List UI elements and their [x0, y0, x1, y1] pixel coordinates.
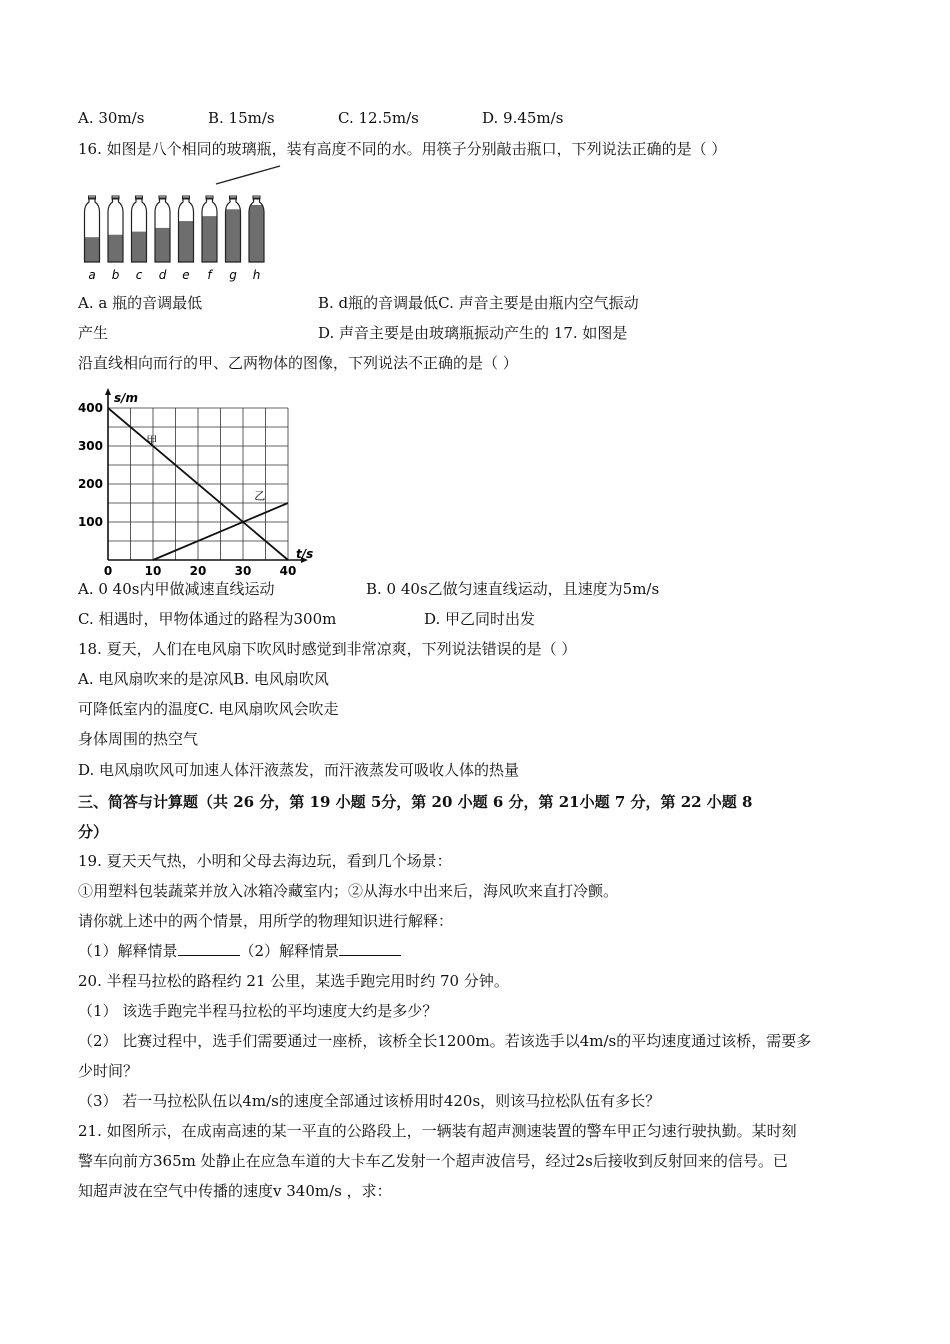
chopstick — [216, 166, 280, 184]
x-tick-label: 0 — [103, 564, 113, 578]
water-b — [108, 235, 123, 262]
water-g — [226, 209, 241, 262]
y-tick-label: 300 — [77, 439, 103, 453]
q19-stem: 19. 夏天天气热，小明和父母去海边玩，看到几个场景： — [78, 852, 452, 870]
bottle-label-b: b — [111, 268, 120, 282]
q17-stem: 沿直线相向而行的甲、乙两物体的图像，下列说法不正确的是（ ） — [78, 354, 518, 372]
q20-sub-3: （3） 若一马拉松队伍以4m/s的速度全部通过该桥用时420s，则该马拉松队伍有多长？ — [78, 1092, 661, 1110]
q17-option-a: A. 0 40s内甲做减速直线运动 — [78, 580, 275, 598]
bottle-label-d: d — [158, 268, 167, 282]
y-tick-label: 200 — [77, 477, 103, 491]
y-axis-label: s/m — [114, 391, 139, 405]
bottle-a — [85, 196, 100, 282]
q17-option-c: C. 相遇时，甲物体通过的路程为300m — [78, 610, 337, 628]
q16-option-c-cont: 产生 — [78, 324, 109, 342]
bottle-label-c: c — [135, 268, 143, 282]
q20-sub-2-cont: 少时间？ — [78, 1062, 139, 1080]
st-chart — [74, 380, 314, 578]
bottle-label-h: h — [252, 268, 261, 282]
q19-scenes: ①用塑料包装蔬菜并放入冰箱冷藏室内；②从海水中出来后，海风吹来直打冷颤。 — [78, 882, 619, 900]
bottle-label-g: g — [229, 268, 237, 282]
bottle-h — [249, 196, 264, 282]
x-tick-label: 20 — [189, 564, 207, 578]
water-d — [155, 228, 170, 262]
q20-stem: 20. 半程马拉松的路程约 21 公里，某选手跑完用时约 70 分钟。 — [78, 972, 509, 990]
section-3-title-cont: 分） — [78, 823, 109, 841]
water-e — [179, 221, 194, 262]
x-axis-label: t/s — [296, 547, 314, 561]
x-tick-label: 40 — [279, 564, 297, 578]
series-label-1: 甲 — [146, 434, 158, 448]
bottle-label-f: f — [207, 268, 212, 282]
bottle-label-a: a — [88, 268, 96, 282]
y-axis-arrow — [105, 388, 111, 395]
bottle-c — [132, 196, 147, 282]
bottle-f — [202, 196, 217, 282]
q19-answer-line — [78, 941, 401, 961]
x-tick-label: 30 — [234, 564, 252, 578]
x-tick-label: 10 — [144, 564, 162, 578]
water-a — [85, 237, 100, 262]
q20-sub-1: （1） 该选手跑完半程马拉松的平均速度大约是多少？ — [78, 1002, 438, 1020]
q17-option-b: B. 0 40s乙做匀速直线运动，且速度为5m/s — [366, 580, 660, 598]
q16-option-b-c: B. d瓶的音调最低C. 声音主要是由瓶内空气振动 — [318, 294, 639, 312]
bottle-e — [179, 196, 194, 282]
q18-option-d: D. 电风扇吹风可加速人体汗液蒸发，而汗液蒸发可吸收人体的热量 — [78, 761, 520, 779]
chart-ticks — [78, 391, 313, 578]
series-label-2: 乙 — [254, 489, 266, 503]
q16-option-d-q17-start: D. 声音主要是由玻璃瓶振动产生的 17. 如图是 — [318, 324, 628, 342]
answer-blank-1[interactable] — [178, 941, 240, 956]
q18-line-3: 身体周围的热空气 — [78, 730, 199, 748]
bottle-b — [108, 196, 123, 282]
bottle-label-e: e — [182, 268, 190, 282]
water-h — [249, 205, 264, 262]
bottles-figure — [74, 160, 294, 285]
q19-ask: 请你就上述中的两个情景，用所学的物理知识进行解释： — [78, 912, 454, 930]
q15-option-c: C. 12.5m/s — [338, 109, 419, 127]
q16-option-a: A. a 瓶的音调最低 — [78, 294, 203, 312]
q15-option-a: A. 30m/s — [78, 109, 145, 127]
q17-option-d: D. 甲乙同时出发 — [424, 610, 536, 628]
y-tick-label: 400 — [77, 401, 103, 415]
y-tick-label: 100 — [77, 515, 103, 529]
q18-stem: 18. 夏天，人们在电风扇下吹风时感觉到非常凉爽，下列说法错误的是（ ） — [78, 640, 577, 658]
answer-blank-2[interactable] — [339, 941, 401, 956]
q21-line-3: 知超声波在空气中传播的速度v 340m/s ，求： — [78, 1182, 392, 1200]
q15-option-d: D. 9.45m/s — [482, 109, 564, 127]
q21-line-1: 21. 如图所示，在成南高速的某一平直的公路段上，一辆装有超声测速装置的警车甲正匀速行驶执勤。某时刻 — [78, 1122, 797, 1140]
water-f — [202, 216, 217, 262]
section-3-title: 三、简答与计算题（共 26 分，第 19 小题 5分，第 20 小题 6 分，第 21小题 7 分，第 22 小题 8 — [78, 793, 753, 811]
q18-line-1: A. 电风扇吹来的是凉风B. 电风扇吹风 — [78, 670, 329, 688]
q19-part-1: （1）解释情景 — [78, 942, 178, 960]
water-c — [132, 232, 147, 262]
q19-part-2: （2）解释情景 — [239, 942, 340, 960]
bottle-g — [226, 196, 241, 282]
q21-line-2: 警车向前方365m 处静止在应急车道的大卡车乙发射一个超声波信号，经过2s后接收到反射回来的信号。已 — [78, 1152, 788, 1170]
bottle-d — [155, 196, 170, 282]
q18-line-2: 可降低室内的温度C. 电风扇吹风会吹走 — [78, 700, 339, 718]
q15-option-b: B. 15m/s — [208, 109, 275, 127]
q16-stem: 16. 如图是八个相同的玻璃瓶，装有高度不同的水。用筷子分别敲击瓶口，下列说法正确的是（ ） — [78, 140, 727, 158]
q20-sub-2: （2） 比赛过程中，选手们需要通过一座桥，该桥全长1200m。若该选手以4m/s的平均速度通过该桥，需要多 — [78, 1032, 812, 1050]
